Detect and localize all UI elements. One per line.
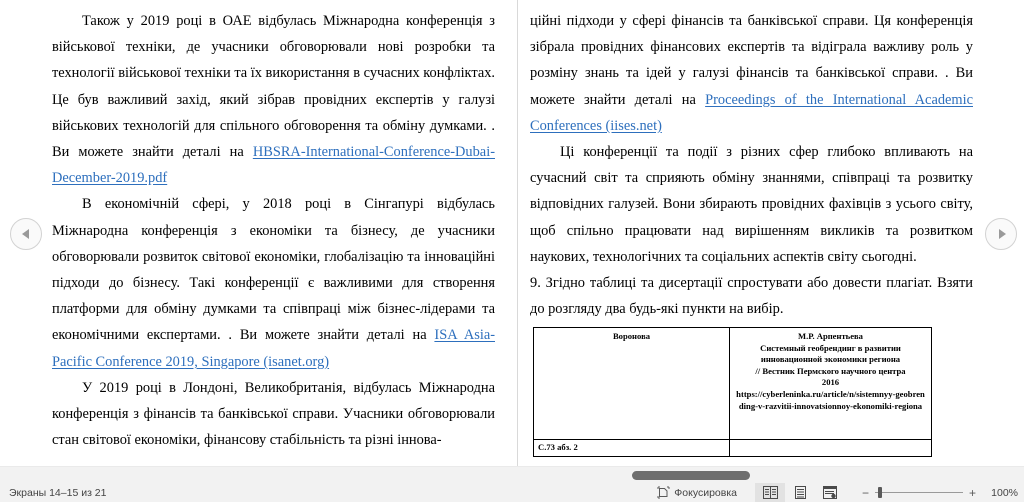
zoom-out-button[interactable]: − (861, 485, 869, 500)
table-cell-source (730, 328, 932, 440)
cell-line: Воронова (612, 331, 651, 341)
table-row (534, 440, 932, 457)
zoom-slider-track (875, 492, 963, 493)
paragraph-text: Ці конференції та події з різних сфер глибоко впливають на сучасний світ та сприяють обміну знаннями, співпраці та розвитку відповідних галузей. Вони збирають провідних фахівців з усього світу, щоб спільно працювати над вирішенням викликів та розвитком наукових, технологічних та соціальних аспектів світу сьогодні. (530, 144, 973, 265)
read-mode-icon (763, 486, 778, 499)
paragraph-economics-conference (52, 191, 495, 374)
zoom-percentage-label[interactable]: 100% (991, 486, 1018, 499)
chevron-left-icon (22, 229, 29, 239)
plagiarism-source-table (533, 327, 932, 457)
zoom-in-button[interactable]: + (968, 485, 976, 500)
cell-line: С.73 абз. 2 (538, 442, 578, 452)
paragraph-text: В економічній сфері, у 2018 році в Сінгапурі відбулась Міжнародна конференція з економіки та бізнесу, де учасники обговорювали розвиток світової економіки, глобалізацію та інноваційні підходи до бізнесу. Такі конференції є важливими для створення платформи для обміну думками та співпраці між бізнес-лідерами та економічними експертами. . Ви можете знайти деталі на (52, 196, 495, 344)
horizontal-scrollbar-thumb[interactable] (632, 471, 750, 480)
link-iises-proceedings[interactable]: Proceedings of the International Academic Conferences (iises.net) (530, 91, 973, 134)
zoom-slider-handle[interactable] (878, 487, 882, 498)
paragraph-finance-conference-part1 (52, 375, 495, 454)
view-mode-buttons (755, 483, 845, 502)
table-cell-page-reference (534, 440, 730, 457)
cell-line: М.Р. Арпентьева (798, 331, 863, 341)
paragraph-text: 9. Згідно таблиці та дисертації спростувати або довести плагіат. Взяти до розгляду два будь-які пункти на вибір. (530, 275, 973, 318)
right-screen-column (530, 0, 973, 322)
cell-line-url: https://cyberleninka.ru/article/n/sistemnyy-geobrending-v-razvitii-innovatsionnoy-ekonomiki-regiona (736, 388, 925, 411)
previous-screen-button[interactable] (10, 218, 42, 250)
paragraph-conferences-summary (530, 139, 973, 270)
link-isa-asia-pacific-conference[interactable]: ISA Asia-Pacific Conference 2019, Singapore (isanet.org) (52, 327, 495, 370)
status-bar (0, 483, 1024, 502)
cell-line: 2016 (821, 377, 840, 388)
paragraph-text: У 2019 році в Лондоні, Великобританія, відбулась Міжнародна конференція з фінансів та банківської справи. Учасники обговорювали стан світової економіки, фінансову стабільність та різні іннова- (52, 379, 495, 449)
cell-line: Системный геобрендинг в развитии (760, 342, 901, 353)
view-button-web-layout[interactable] (815, 483, 845, 502)
status-bar-right-group (649, 483, 1024, 502)
table-row (534, 328, 932, 440)
chevron-right-icon (999, 229, 1006, 239)
link-hbsra-conference[interactable]: HBSRA-International-Conference-Dubai-December-2019.pdf (52, 144, 495, 187)
paragraph-text: ційні підходи у сфері фінансів та банківської справи. Ця конференція зібрала провідних фінансових експертів та відіграла важливу роль у розміну знань та ідей у галузі фінансів та банківської справи. . Ви можете знайти деталі на (530, 13, 973, 108)
table-cell-author (534, 328, 730, 440)
horizontal-scrollbar[interactable] (0, 466, 1024, 483)
focus-mode-label: Фокусировка (674, 486, 737, 499)
focus-mode-button[interactable] (649, 483, 745, 502)
view-button-read-mode[interactable] (755, 483, 785, 502)
next-screen-button[interactable] (985, 218, 1017, 250)
paragraph-finance-conference-part2 (530, 8, 973, 139)
web-layout-icon (823, 486, 837, 499)
paragraph-text: Також у 2019 році в ОАЕ відбулась Міжнародна конференція з військової техніки, де учасники обговорювали нові розробки та технології військової техніки та їх використання в сучасних конфліктах. Це був важливий захід, який зібрав провідних експертів у галузі військових технологій для спільного обговорення та обміну думками. . Ви можете знайти деталі на (52, 13, 496, 161)
zoom-control (859, 483, 1018, 502)
paragraph-military-conference (52, 8, 495, 191)
paragraph-task-nine (530, 270, 973, 322)
left-screen-column (52, 0, 495, 453)
table-cell-empty (730, 440, 932, 457)
zoom-slider[interactable] (875, 483, 963, 502)
cell-line: инновационной экономики региона (760, 354, 901, 365)
cell-line: // Вестник Пермского научного центра (755, 365, 906, 376)
view-button-print-layout[interactable] (785, 483, 815, 502)
print-layout-icon (795, 486, 806, 499)
focus-icon (657, 486, 670, 499)
screen-count-label[interactable]: Экраны 14–15 из 21 (9, 486, 107, 499)
screen-divider (517, 0, 518, 466)
